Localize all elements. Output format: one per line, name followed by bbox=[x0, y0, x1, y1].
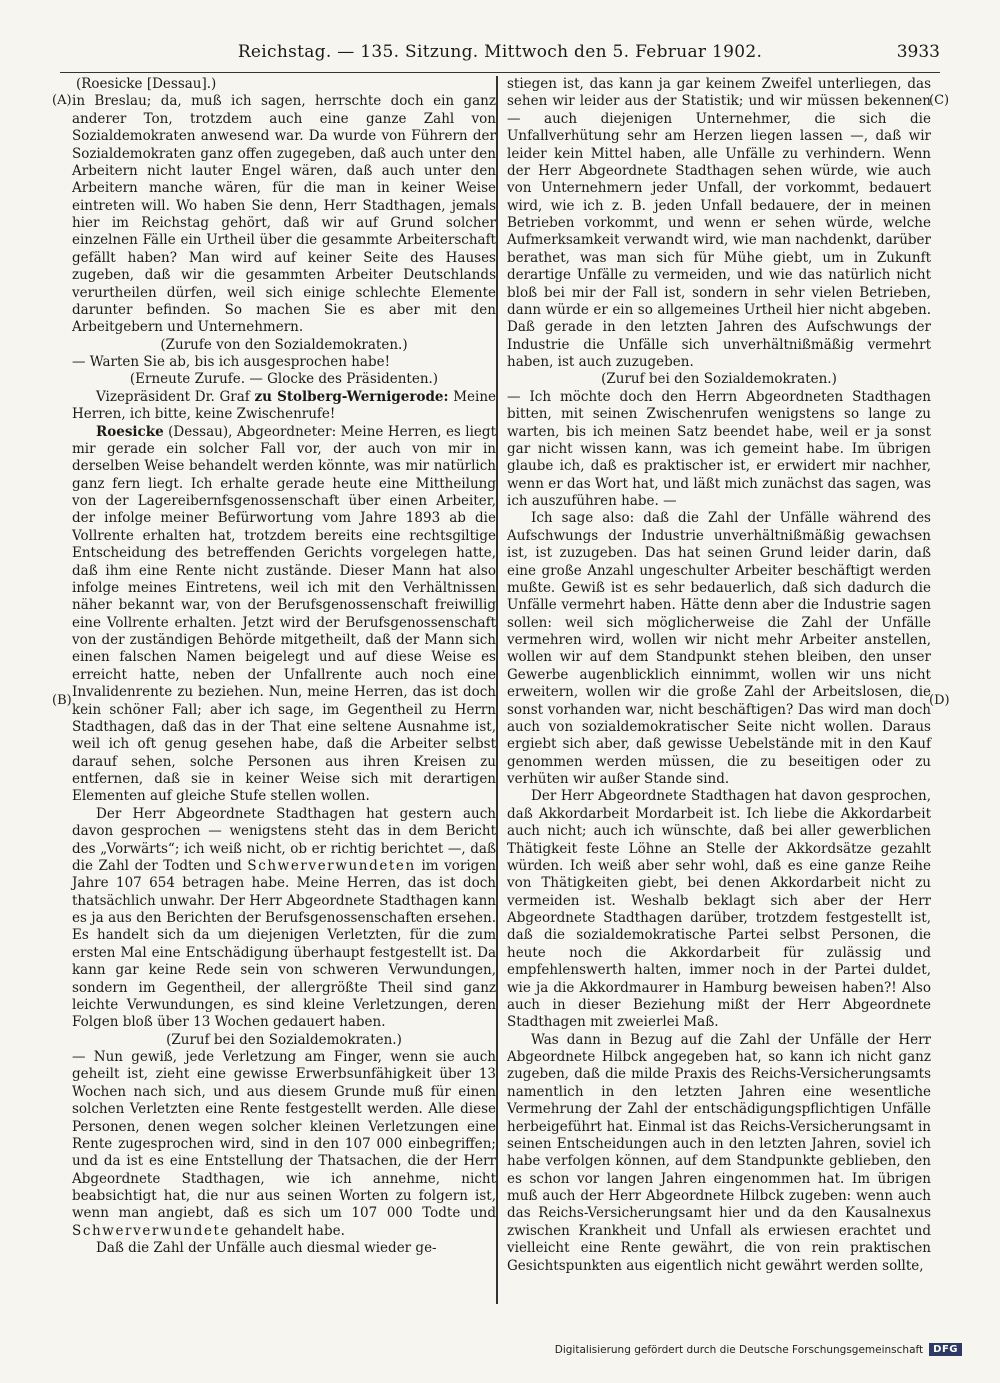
page-number: 3933 bbox=[896, 42, 940, 62]
spaced-emphasis: Schwerverwundete bbox=[72, 1222, 231, 1239]
speaker-paragraph bbox=[72, 424, 496, 806]
margin-mark-c: (C) bbox=[929, 93, 950, 108]
margin-mark-d: (D) bbox=[929, 693, 950, 708]
interjection: (Zuruf bei den Sozialdemokraten.) bbox=[166, 1031, 402, 1048]
speech-text: Meine Herren, ich bitte, keine Zwischenrufe! bbox=[72, 388, 497, 423]
left-column bbox=[72, 76, 496, 1258]
paragraph: Der Herr Abgeordnete Stadthagen hat davon gesprochen, daß Akkordarbeit Mordarbeit ist. Ich liebe die Akkordarbeit auch nicht; auch ich wünschte, daß bei aller gewerblichen Thätigkeit feste Löhne an Stelle der Akkordsätze gezahlt würden. Ich weiß aber sehr wohl, daß es eine ganze Reihe von Thätigkeiten giebt, bei denen Akkordarbeit nicht zu vermeiden ist. Weshalb beklagt sich aber der Herr Abgeordnete Stadthagen darüber, trotzdem festgestellt ist, daß die sozialdemokratische Partei selbst Personen, die heute noch die Akkordarbeit für zulässig und empfehlenswerth halten, immer noch in der Partei duldet, wie ja die Akkordmaurer in Hamburg beweisen haben?! Also auch in dieser Beziehung mißt der Herr Abgeordnete Stadthagen mit zweierlei Maß. bbox=[507, 788, 931, 1031]
speaker-name: Roesicke bbox=[96, 423, 164, 440]
text-run: — Nun gewiß, jede Verletzung am Finger, wenn sie auch geheilt ist, zieht eine gewisse Erwerbsunfähigkeit über 13 Wochen nach sich, und aus diesem Grunde muß für einen solchen Verletzten eine Rente festgestellt werden. Alle diese Personen, denen wegen solcher kleinen Verletzungen eine Rente zugesprochen wird, sind in den 107 000 einbegriffen; und da ist es eine Entstellung der Thatsachen, die der Herr Abgeordnete Stadthagen, wie ich annehme, nicht beabsichtigt hat, die nur aus seinen Worten zu folgern ist, wenn man angiebt, daß es sich um 107 000 Todte und bbox=[72, 1049, 496, 1222]
paragraph bbox=[72, 1049, 496, 1240]
paragraph: — Ich möchte doch den Herrn Abgeordneten Stadthagen bitten, mit seinen Zwischenrufen wenigstens so lange zu warten, bis ich meinen Satz beendet habe, weil er ja sonst gar nicht wissen kann, was ich gemeint habe. Im übrigen glaube ich, daß es praktischer ist, er erwidert mir nachher, wenn er das Wort hat, und läßt mich zunächst das sagen, was ich auszuführen habe. — bbox=[507, 388, 931, 509]
interjection: (Erneute Zurufe. — Glocke des Präsidenten.) bbox=[129, 371, 439, 388]
text-run: gehandelt habe. bbox=[234, 1222, 345, 1239]
interjection: (Zuruf bei den Sozialdemokraten.) bbox=[601, 371, 837, 388]
paragraph bbox=[72, 806, 496, 1032]
paragraph: Ich sage also: daß die Zahl der Unfälle während des Aufschwungs der Industrie unverhältnißmäßig gewachsen ist, ist zuzugeben. Das hat seinen Grund leider darin, daß eine große Anzahl ungeschulter Arbeiter beschäftigt werden mußte. Gewiß ist es sehr bedauerlich, daß sich dadurch die Unfälle vermehrt haben. Hätte denn aber die Industrie sagen sollen: weil sich möglicherweise die Zahl der Unfälle vermehren wird, wollen wir nicht mehr Arbeiter anstellen, wollen wir auf dem Standpunkt stehen bleiben, den unser Gewerbe augenblicklich einnimmt, wollen wir uns nicht erweitern, wollen wir die große Zahl der Arbeitslosen, die sonst vorhanden war, nicht beschäftigen? Das wird man doch auch von sozialdemokratischer Seite nicht wollen. Daraus ergiebt sich aber, daß gewisse Uebelstände mit in den Kauf genommen werden müssen, die zu beseitigen oder zu verhüten wir außer Stande sind. bbox=[507, 510, 931, 787]
text-run: Der Herr Abgeordnete Stadthagen hat gestern auch davon gesprochen — wenigstens steht das in dem Bericht des „Vorwärts“; ich weiß nicht, ob er richtig berichtet —, daß die Zahl der Todten und bbox=[72, 805, 496, 874]
speaker-paragraph bbox=[72, 389, 496, 424]
footer-text: Digitalisierung gefördert durch die Deutsche Forschungsgemeinschaft bbox=[554, 1343, 924, 1356]
margin-mark-a: (A) bbox=[52, 93, 72, 108]
speaker-continuation: (Roesicke [Dessau].) bbox=[76, 76, 217, 92]
paragraph: Was dann in Bezug auf die Zahl der Unfälle der Herr Abgeordnete Hilbck angegeben hat, so kann ich nicht ganz zugeben, daß die milde Praxis des Reichs-Versicherungsamts namentlich in den letzten Jahren eine wesentliche Vermehrung der Zahl der entschädigungspflichtigen Unfälle herbeigeführt hat. Einmal ist das Reichs-Versicherungsamt in seinen Entscheidungen auch in den letzten Jahren, soviel ich habe verfolgen können, auf dem Standpunkte geblieben, den es schon vor langen Jahren eingenommen hat. Im übrigen muß auch der Herr Abgeordnete Hilbck zugeben: wenn auch das Reichs-Versicherungsamt hier und da den Kausalnexus zwischen Krankheit und Unfall als erwiesen erachtet und vielleicht eine Rente gewährt, die von rein praktischen Gesichtspunkten aus eigentlich nicht gewährt werden sollte, bbox=[507, 1031, 931, 1274]
spaced-emphasis: Schwerverwundeten bbox=[247, 857, 416, 874]
column-divider bbox=[496, 76, 498, 1304]
dfg-logo: DFG bbox=[929, 1343, 962, 1356]
paragraph: Daß die Zahl der Unfälle auch diesmal wieder ge- bbox=[96, 1240, 437, 1257]
page-header bbox=[60, 38, 940, 73]
speaker-prefix: Vizepräsident Dr. Graf bbox=[96, 388, 250, 405]
funding-footer bbox=[555, 1343, 962, 1356]
paragraph: stiegen ist, das kann ja gar keinem Zweifel unterliegen, das sehen wir leider aus der Statistik; und wir müssen bekennen — auch diejenigen Unternehmer, die sich die Unfallverhütung sehr am Herzen liegen lassen —, daß wir leider kein Mittel haben, alle Unfälle zu verhindern. Wenn der Herr Abgeordnete Stadthagen sehen würde, wie auch von Unternehmern jeder Unfall, der vorkommt, bedauert wird, wie ich z. B. jeden Unfall bedauere, der in meinen Betrieben vorkommt, und wenn er sehen würde, welche Aufmerksamkeit verwandt wird, wie man nachdenkt, darüber berathet, was man sich für Mühe giebt, um in Zukunft derartige Unfälle zu vermeiden, und wie das natürlich nicht bloß bei mir der Fall ist, sondern in sehr vielen Betrieben, dann würde er ein so allgemeines Urtheil hier nicht abgeben. Daß gerade in den letzten Jahren des Aufschwungs der Industrie die Unfälle sich unverhältnißmäßig vermehrt haben, ist auch zuzugeben. bbox=[507, 76, 931, 370]
running-title: Reichstag. — 135. Sitzung. Mittwoch den 5. Februar 1902. bbox=[237, 42, 763, 62]
margin-mark-b: (B) bbox=[52, 693, 72, 708]
speech-text: (Dessau), Abgeordneter: Meine Herren, es liegt mir gerade ein solcher Fall vor, der auch von mir in derselben Weise behandelt werden könnte, was mir natürlich ganz fern liegt. Ich erhalte gerade heute eine Mittheilung von der Lagereibernfsgenossenschaft über einen Arbeiter, der infolge meiner Befürwortung vom Jahre 1893 ab die Vollrente erhalten hat, trotzdem bereits eine rechtsgiltige Entscheidung des betreffenden Gerichts vorgelegen hatte, daß ihm eine Rente nicht zustände. Dieser Mann hat also infolge meines Eintretens, weil ich mit den Verhältnissen näher bekannt war, von der Berufsgenossenschaft freiwillig eine Vollrente erhalten. Jetzt wird der Berufsgenossenschaft von der zuständigen Behörde mitgetheilt, daß der Mann sich einen falschen Namen beigelegt und auf diese Weise es erreicht hatte, neben der Unfallrente auch noch eine Invalidenrente zu beziehen. Nun, meine Herren, das ist doch kein schöner Fall; aber ich sage, im Gegentheil zu Herrn Stadthagen, daß das in der That eine seltene Ausnahme ist, weil ich oft genug gesehen habe, daß die Arbeiter selbst darauf sehen, solche Personen aus ihren Kreisen zu entfernen, daß sie in keiner Weise sich mit derartigen Elementen auf gleiche Stufe stellen wollen. bbox=[72, 423, 496, 805]
paragraph: in Breslau; da, muß ich sagen, herrschte doch ein ganz anderer Ton, trotzdem auch eine ganze Zahl von Sozialdemokraten anwesend war. Da wurde von Führern der Sozialdemokraten ganz offen zugegeben, daß auch unter den Arbeitern nicht lauter Engel wären, daß auch unter den Arbeitern manche wären, für die man in keiner Weise eintreten will. Wo haben Sie denn, Herr Stadthagen, jemals hier im Reichstag gehört, daß wir auf Grund solcher einzelnen Fälle ein Urtheil über die gesammte Arbeiterschaft gefällt haben? Man wird auf keiner Seite des Hauses zugeben, daß wir die gesammten Arbeiter Deutschlands verurtheilen dürfen, weil sich einige schlechte Elemente darunter befinden. So machen Sie es aber mit den Arbeitgebern und Unternehmern. bbox=[72, 93, 496, 336]
speaker-name: zu Stolberg-Wernigerode: bbox=[254, 388, 449, 405]
text-run: im vorigen Jahre 107 654 betragen habe. Meine Herren, das ist doch thatsächlich unwahr. Der Herr Abgeordnete Stadthagen kann es ja aus den Berichten der Berufsgenossenschaften ersehen. Es handelt sich da um diejenigen Verletzten, für die zum ersten Mal eine Entschädigung überhaupt festgestellt ist. Da kann gar keine Rede sein von schweren Verwundungen, sondern im Gegentheil, der allergrößte Theil sind ganz leichte Verwundungen, es sind kleine Verletzungen, deren Folgen bloß über 13 Wochen gedauert haben. bbox=[72, 857, 497, 1031]
paragraph: — Warten Sie ab, bis ich ausgesprochen habe! bbox=[72, 354, 391, 370]
right-column bbox=[507, 76, 931, 1275]
interjection: (Zurufe von den Sozialdemokraten.) bbox=[160, 336, 408, 353]
